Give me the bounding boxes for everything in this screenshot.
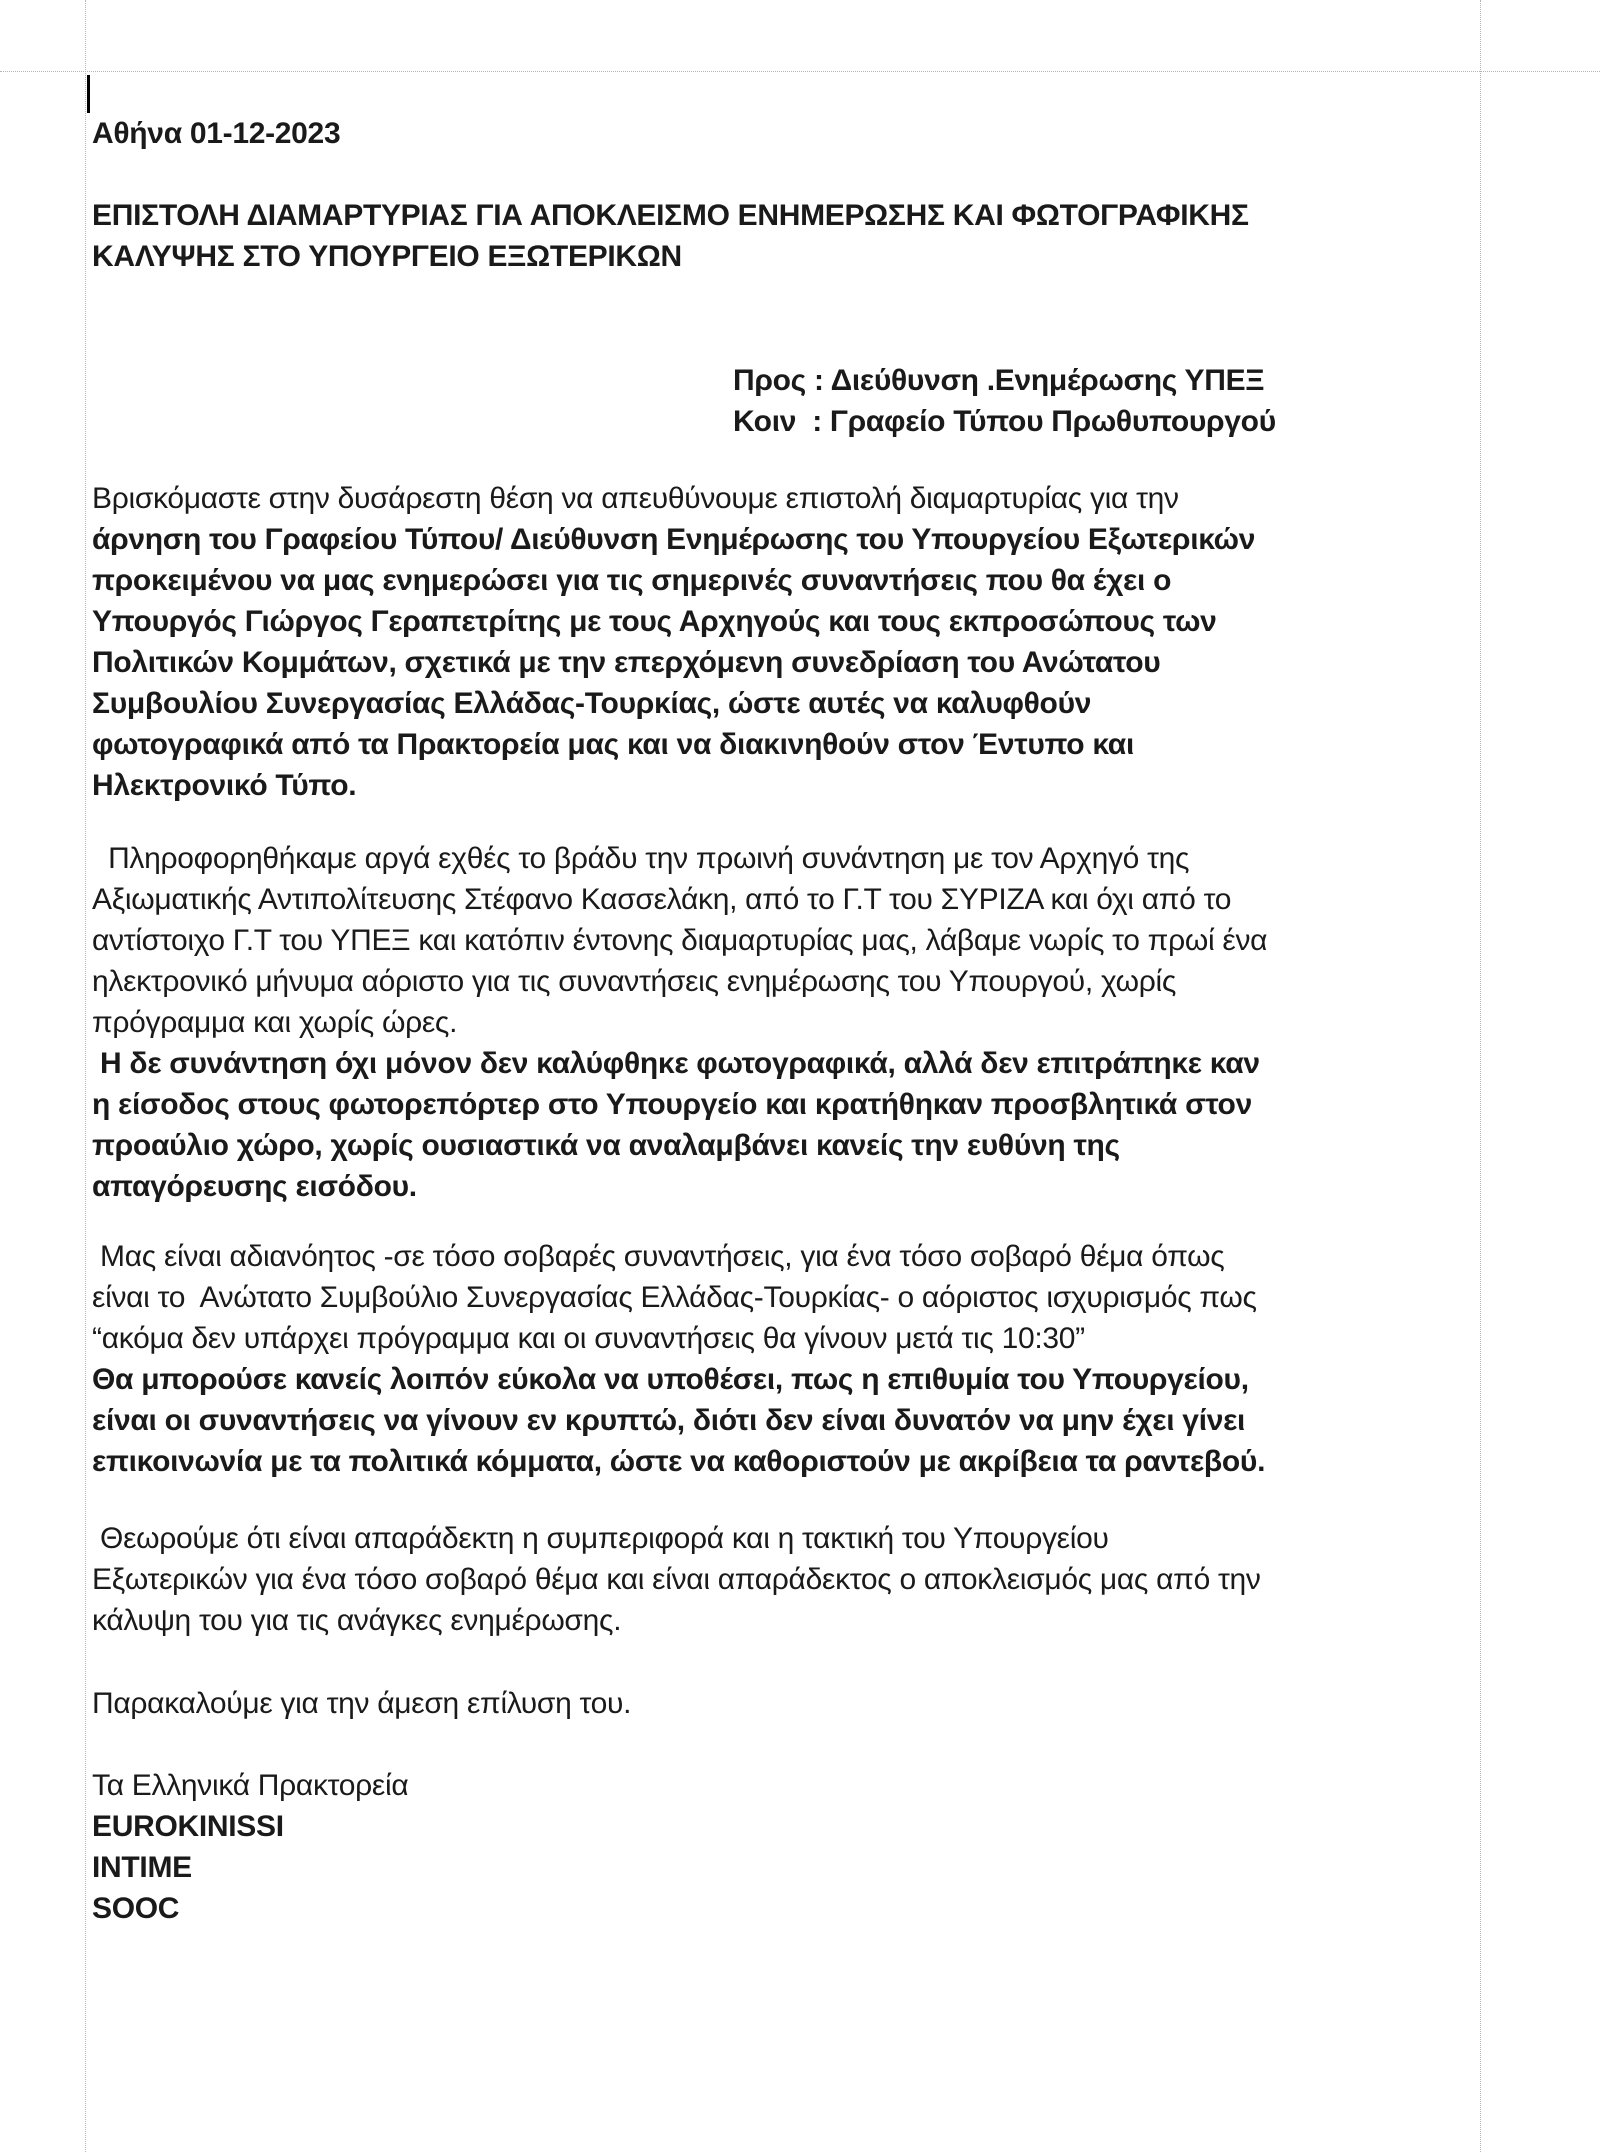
text-line: Πληροφορηθήκαμε αργά εχθές το βράδυ την πρωινή συνάντηση με τον Αρχηγό της bbox=[92, 842, 1190, 875]
text-line: ΚΑΛΥΨΗΣ ΣΤΟ ΥΠΟΥΡΓΕΙΟ ΕΞΩΤΕΡΙΚΩΝ bbox=[92, 240, 682, 273]
letter-content bbox=[92, 0, 1484, 1929]
text-line: πρόγραμμα και χωρίς ώρες. bbox=[92, 1006, 458, 1039]
text-line: Πολιτικών Κομμάτων, σχετικά με την επερχόμενη συνεδρίαση του Ανώτατου bbox=[92, 646, 1161, 679]
text-line: Θεωρούμε ότι είναι απαράδεκτη η συμπεριφορά και η τακτική του Υπουργείου bbox=[92, 1522, 1109, 1555]
text-line: Η δε συνάντηση όχι μόνον δεν καλύφθηκε φωτογραφικά, αλλά δεν επιτράπηκε καν bbox=[92, 1047, 1260, 1080]
text-line: Ηλεκτρονικό Τύπο. bbox=[92, 769, 357, 802]
text-line: ηλεκτρονικό μήνυμα αόριστο για τις συναντήσεις ενημέρωσης του Υπουργού, χωρίς bbox=[92, 965, 1177, 998]
letter-paragraph-1 bbox=[92, 478, 1484, 806]
text-line: προαύλιο χώρο, χωρίς ουσιαστικά να αναλαμβάνει κανείς την ευθύνη της bbox=[92, 1129, 1120, 1162]
text-line: είναι οι συναντήσεις να γίνουν εν κρυπτώ, διότι δεν είναι δυνατόν να μην έχει γίνει bbox=[92, 1404, 1246, 1437]
letter-signature bbox=[92, 1765, 1484, 1929]
text-line: Υπουργός Γιώργος Γεραπετρίτης με τους Αρχηγούς και τους εκπροσώπους των bbox=[92, 605, 1217, 638]
text-line: Εξωτερικών για ένα τόσο σοβαρό θέμα και είναι απαράδεκτος ο αποκλεισμός μας από την bbox=[92, 1563, 1261, 1596]
text-line: φωτογραφικά από τα Πρακτορεία μας και να διακινηθούν στον Έντυπο και bbox=[92, 728, 1134, 761]
text-line: Βρισκόμαστε στην δυσάρεστη θέση να απευθύνουμε επιστολή διαμαρτυρίας για την bbox=[92, 482, 1179, 515]
text-line: επικοινωνία με τα πολιτικά κόμματα, ώστε να καθοριστούν με ακρίβεια τα ραντεβού. bbox=[92, 1445, 1266, 1478]
text-boundary-left-guide bbox=[85, 0, 86, 2152]
text-line: SOOC bbox=[92, 1892, 180, 1925]
text-line: EUROKINISSI bbox=[92, 1810, 284, 1843]
text-line: “ακόμα δεν υπάρχει πρόγραμμα και οι συναντήσεις θα γίνουν μετά τις 10:30” bbox=[92, 1322, 1085, 1355]
letter-paragraph-2 bbox=[92, 838, 1484, 1207]
text-line: άρνηση του Γραφείου Τύπου/ Διεύθυνση Ενημέρωσης του Υπουργείου Εξωτερικών bbox=[92, 523, 1256, 556]
letter-paragraph-4 bbox=[92, 1518, 1484, 1641]
letter-recipients bbox=[733, 360, 1484, 442]
text-line: απαγόρευσης εισόδου. bbox=[92, 1170, 417, 1203]
letter-title bbox=[92, 195, 1484, 277]
text-line: Αξιωματικής Αντιπολίτευσης Στέφανο Κασσελάκη, από το Γ.Τ του ΣΥΡΙΖΑ και όχι από το bbox=[92, 883, 1232, 916]
letter-paragraph-5 bbox=[92, 1683, 1484, 1724]
text-line: προκειμένου να μας ενημερώσει για τις σημερινές συναντήσεις που θα έχει ο bbox=[92, 564, 1172, 597]
text-line: Τα Ελληνικά Πρακτορεία bbox=[92, 1769, 409, 1802]
text-line: Μας είναι αδιανόητος -σε τόσο σοβαρές συναντήσεις, για ένα τόσο σοβαρό θέμα όπως bbox=[92, 1240, 1225, 1273]
text-cursor bbox=[87, 75, 90, 113]
text-line: αντίστοιχο Γ.Τ του ΥΠΕΞ και κατόπιν έντονης διαμαρτυρίας μας, λάβαμε νωρίς το πρωί ένα bbox=[92, 924, 1268, 957]
text-line: ΕΠΙΣΤΟΛΗ ΔΙΑΜΑΡΤΥΡΙΑΣ ΓΙΑ ΑΠΟΚΛΕΙΣΜΟ ΕΝΗΜΕΡΩΣΗΣ ΚΑΙ ΦΩΤΟΓΡΑΦΙΚΗΣ bbox=[92, 199, 1249, 232]
text-line: Προς : Διεύθυνση .Ενημέρωσης ΥΠΕΞ bbox=[733, 364, 1265, 397]
text-line: κάλυψη του για τις ανάγκες ενημέρωσης. bbox=[92, 1604, 622, 1637]
text-line: Συμβουλίου Συνεργασίας Ελλάδας-Τουρκίας, ώστε αυτές να καλυφθούν bbox=[92, 687, 1092, 720]
text-line: Κοιν : Γραφείο Τύπου Πρωθυπουργού bbox=[733, 405, 1276, 438]
text-line: Θα μπορούσε κανείς λοιπόν εύκολα να υποθέσει, πως η επιθυμία του Υπουργείου, bbox=[92, 1363, 1249, 1396]
letter-paragraph-3 bbox=[92, 1236, 1484, 1482]
text-line: είναι το Ανώτατο Συμβούλιο Συνεργασίας Ελλάδας-Τουρκίας- ο αόριστος ισχυρισμός πως bbox=[92, 1281, 1257, 1314]
letter-date: Αθήνα 01-12-2023 bbox=[92, 117, 341, 150]
text-line: INTIME bbox=[92, 1851, 192, 1884]
text-line: η είσοδος στους φωτορεπόρτερ στο Υπουργείο και κρατήθηκαν προσβλητικά στον bbox=[92, 1088, 1252, 1121]
text-line: Παρακαλούμε για την άμεση επίλυση του. bbox=[92, 1687, 632, 1720]
